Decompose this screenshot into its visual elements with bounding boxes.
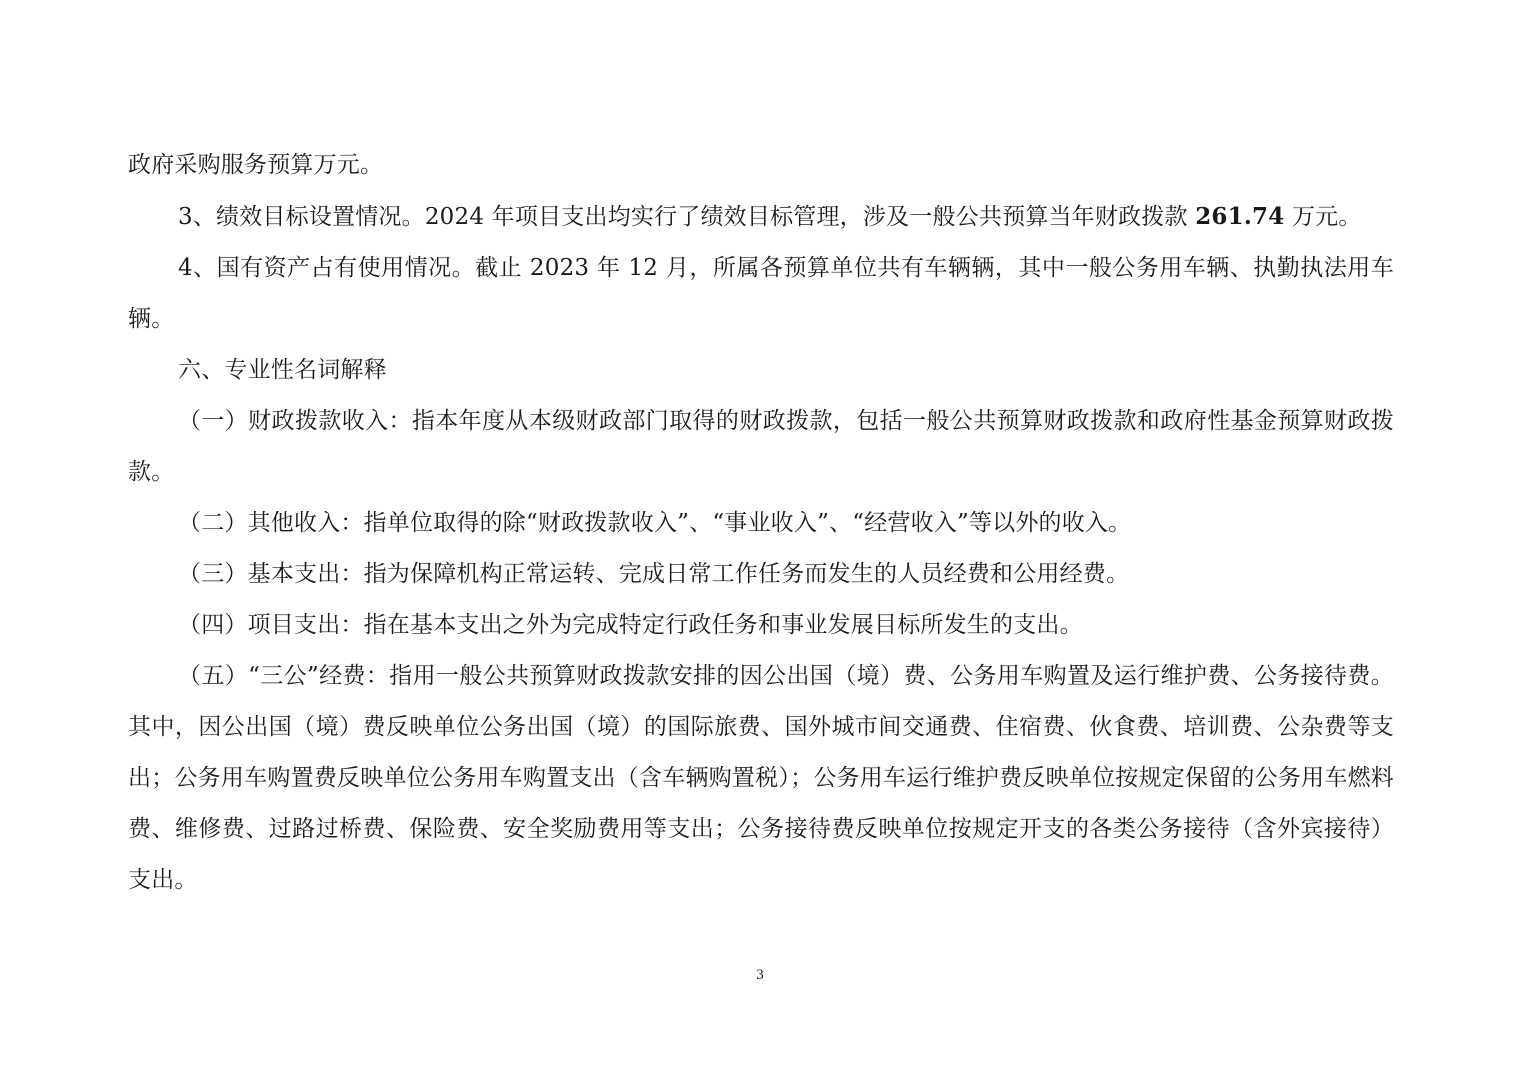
paragraph-text: （五）“三公”经费：指用一般公共预算财政拨款安排的因公出国（境）费、公务用车购置及运行维护费、公务接待费。其中，因公出国（境）费反映单位公务出国（境）的国际旅费、国外城市间交通费、住宿费、伙食费、培训费、公杂费等支出；公务用车购置费反映单位公务用车购置支出（含车辆购置税）；公务用车运行维护费反映单位按规定保留的公务用车燃料费、维修费、过路过桥费、保险费、安全奖励费用等支出；公务接待费反映单位按规定开支的各类公务接待（含外宾接待）支出。: [128, 663, 1394, 893]
paragraph-text: （二）其他收入：指单位取得的除“财政拨款收入”、“事业收入”、“经营收入”等以外的收入。: [178, 510, 1132, 536]
section-heading-glossary: [128, 345, 1394, 396]
section-heading-text: 六、专业性名词解释: [178, 357, 387, 383]
glossary-item-other-income: [128, 498, 1394, 549]
paragraph-text: （三）基本支出：指为保障机构正常运转、完成日常工作任务而发生的人员经费和公用经费。: [178, 561, 1130, 587]
glossary-item-basic-expenditure: [128, 549, 1394, 600]
paragraph-procurement-budget: [128, 140, 1394, 191]
paragraph-text: （一）财政拨款收入：指本年度从本级财政部门取得的财政拨款，包括一般公共预算财政拨款和政府性基金预算财政拨款。: [128, 408, 1394, 485]
glossary-item-project-expenditure: [128, 600, 1394, 651]
paragraph-text: （四）项目支出：指在基本支出之外为完成特定行政任务和事业发展目标所发生的支出。: [178, 612, 1083, 638]
document-body: [128, 140, 1394, 906]
page-number: 3: [756, 967, 764, 983]
paragraph-text: 4、国有资产占有使用情况。截止 2023 年 12 月，所属各预算单位共有车辆辆，其中一般公务用车辆、执勤执法用车辆。: [128, 255, 1394, 332]
paragraph-text: 政府采购服务预算万元。: [128, 152, 384, 178]
paragraph-text: 万元。: [1284, 204, 1362, 230]
appropriation-amount: 261.74: [1195, 203, 1285, 230]
glossary-item-three-public-expenses: [128, 651, 1394, 906]
glossary-item-fiscal-appropriation-income: [128, 396, 1394, 498]
paragraph-performance-targets: [128, 191, 1394, 243]
paragraph-text: 3、绩效目标设置情况。2024 年项目支出均实行了绩效目标管理，涉及一般公共预算当年财政拨款: [178, 204, 1196, 230]
paragraph-state-assets: [128, 243, 1394, 345]
